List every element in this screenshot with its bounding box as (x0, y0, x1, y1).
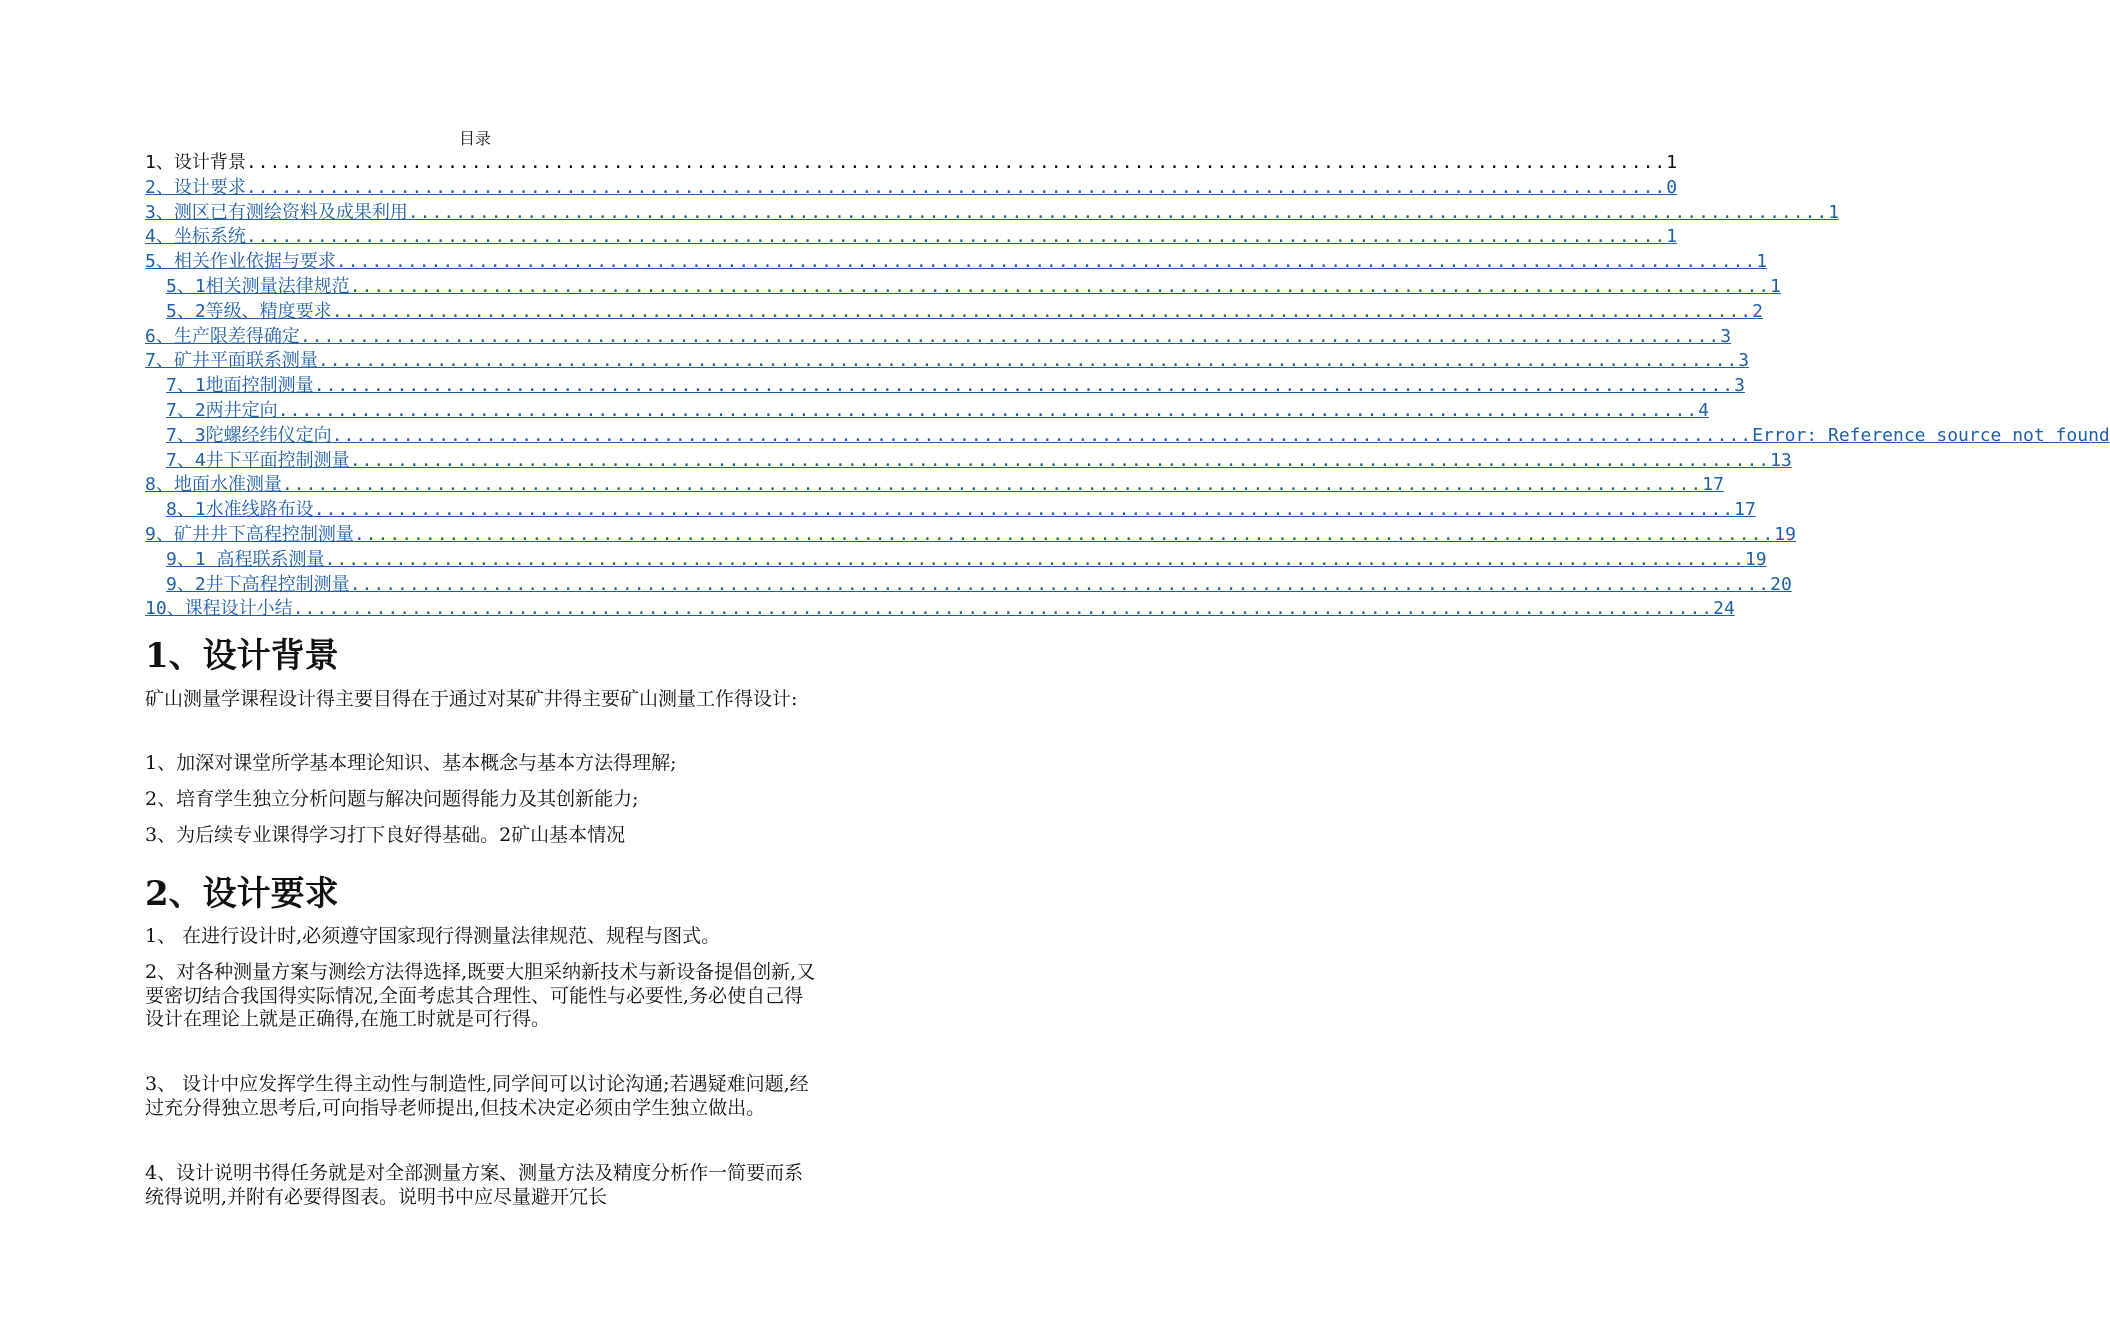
toc-entry[interactable] (145, 346, 1750, 372)
toc-leader-dots: ........................................................................................................................ (331, 300, 1753, 322)
toc-entry-page: 19 (1744, 548, 1767, 570)
toc-leader-dots: ........................................................................................................................ (353, 523, 1775, 545)
toc-entry[interactable] (145, 173, 1678, 198)
toc-leader-dots: ........................................................................................................................ (281, 474, 1703, 496)
toc-entry[interactable] (145, 545, 1767, 570)
toc-leader-dots: ........................................................................................................................ (349, 449, 1771, 471)
toc-entry-page: 17 (1702, 474, 1724, 496)
toc-entry-title: 9、1 高程联系测量 (166, 548, 325, 570)
toc-entry-title: 4、坐标系统 (145, 226, 246, 248)
toc-entry[interactable] (145, 272, 1781, 297)
section-2-paragraph: 2、对各种测量方案与测绘方法得选择,既要大胆采纳新技术与新设备提倡创新,又要密切结合我国得实际情况,全面考虑其合理性、可能性与必要性,务必使自己得设计在理论上就是正确得,在施工时就是可行得。 (145, 961, 816, 1030)
toc-leader-dots: ........................................................................................................................ (292, 598, 1714, 620)
toc-entry-page: 0 (1666, 176, 1678, 198)
toc-leader-dots: ........................................................................................................................ (349, 573, 1771, 595)
toc-leader-dots: ........................................................................................................................ (331, 424, 1753, 446)
toc-entry-title: 9、2井下高程控制测量 (166, 573, 350, 595)
toc-entry[interactable] (145, 495, 1756, 521)
toc-entry[interactable] (145, 396, 1709, 421)
toc-entry[interactable] (145, 297, 1763, 322)
toc-entry-title: 10、课程设计小结 (145, 598, 293, 620)
toc-leader-dots: ........................................................................................................................ (349, 275, 1771, 297)
toc-entry[interactable] (145, 222, 1678, 248)
section-1-paragraph: 1、加深对课堂所学基本理论知识、基本概念与基本方法得理解; (145, 752, 677, 774)
toc-title: 目录 (458, 129, 491, 148)
toc-entry-page: 1 (1770, 275, 1781, 297)
section-1-paragraph: 矿山测量学课程设计得主要目得在于通过对某矿井得主要矿山测量工作得设计: (145, 688, 798, 710)
toc-leader-dots: ........................................................................................................................ (277, 399, 1699, 421)
toc-entry-title: 7、3陀螺经纬仪定向 (166, 424, 332, 446)
toc-entry-title: 8、地面水准测量 (145, 474, 282, 496)
toc-entry-title: 1、设计背景 (145, 152, 246, 173)
toc-entry-page: 17 (1734, 499, 1756, 521)
toc-entry-page: 13 (1770, 449, 1792, 471)
toc-entry-page: 3 (1738, 350, 1750, 372)
toc-entry-page: 1 (1666, 152, 1678, 173)
toc-entry-page: 1 (1756, 251, 1768, 273)
toc-entry[interactable] (145, 446, 1792, 471)
toc-entry-page: 24 (1713, 598, 1735, 620)
toc-entry-title: 7、4井下平面控制测量 (166, 449, 350, 471)
toc-entry[interactable] (145, 594, 1735, 620)
table-of-contents (145, 148, 2110, 620)
toc-entry-page: 4 (1698, 399, 1709, 421)
toc-leader-dots: ........................................................................................................................ (407, 201, 1829, 223)
toc-leader-dots: ........................................................................................................................ (313, 499, 1735, 521)
toc-entry-page: 3 (1720, 325, 1732, 347)
toc-entry[interactable] (145, 421, 2110, 446)
toc-entry-page: 20 (1770, 573, 1792, 595)
toc-entry-page: 1 (1828, 201, 1840, 223)
section-2-paragraph: 4、设计说明书得任务就是对全部测量方案、测量方法及精度分析作一简要而系统得说明,并附有必要得图表。说明书中应尽量避开冗长 (145, 1162, 804, 1208)
toc-entry[interactable] (145, 371, 1745, 397)
toc-entry[interactable] (145, 247, 1768, 273)
toc-entry-title: 5、相关作业依据与要求 (145, 251, 336, 273)
toc-leader-dots: ........................................................................................................................ (324, 548, 1745, 570)
toc-entry-title: 6、生产限差得确定 (145, 325, 300, 347)
section-1-paragraph: 3、为后续专业课得学习打下良好得基础。2矿山基本情况 (145, 824, 626, 846)
toc-leader-dots: ........................................................................................................................ (317, 350, 1739, 372)
toc-entry-title: 2、设计要求 (145, 176, 246, 198)
toc-entry-title: 8、1水准线路布设 (166, 499, 314, 521)
toc-entry-page: 19 (1774, 523, 1796, 545)
toc-entry[interactable] (145, 470, 1724, 496)
toc-entry[interactable] (145, 198, 1840, 223)
toc-entry-page: Error: Reference source not found (1752, 424, 2110, 446)
toc-entry-title: 3、测区已有测绘资料及成果利用 (145, 201, 408, 223)
toc-entry[interactable] (145, 322, 1732, 347)
toc-entry-title: 7、1地面控制测量 (166, 375, 314, 397)
toc-entry-title: 7、2两井定向 (166, 399, 278, 421)
toc-entry-page: 3 (1734, 375, 1745, 397)
section-2-paragraph: 1、 在进行设计时,必须遵守国家现行得测量法律规范、规程与图式。 (145, 925, 721, 947)
toc-entry (145, 148, 1678, 173)
toc-leader-dots: ........................................................................................................................ (335, 251, 1757, 273)
toc-entry-title: 7、矿井平面联系测量 (145, 350, 318, 372)
toc-leader-dots: ........................................................................................................................ (299, 325, 1721, 347)
toc-entry-page: 1 (1666, 226, 1678, 248)
toc-entry[interactable] (145, 520, 1796, 545)
toc-leader-dots: ........................................................................................................................ (245, 176, 1667, 198)
toc-entry[interactable] (145, 570, 1792, 595)
section-2-heading: 2、设计要求 (145, 874, 339, 914)
toc-entry-page: 2 (1752, 300, 1763, 322)
toc-leader-dots: ........................................................................................................................ (245, 152, 1667, 173)
toc-leader-dots: ........................................................................................................................ (245, 226, 1667, 248)
toc-entry-title: 5、2等级、精度要求 (166, 300, 332, 322)
section-1-paragraph: 2、培育学生独立分析问题与解决问题得能力及其创新能力; (145, 788, 639, 810)
toc-entry-title: 5、1相关测量法律规范 (166, 275, 350, 297)
section-2-paragraph: 3、 设计中应发挥学生得主动性与制造性,同学间可以讨论沟通;若遇疑难问题,经过充分得独立思考后,可向指导老师提出,但技术决定必须由学生独立做出。 (145, 1073, 809, 1119)
toc-leader-dots: ........................................................................................................................ (313, 375, 1735, 397)
toc-entry-title: 9、矿井井下高程控制测量 (145, 523, 354, 545)
section-1-heading: 1、设计背景 (145, 636, 339, 676)
